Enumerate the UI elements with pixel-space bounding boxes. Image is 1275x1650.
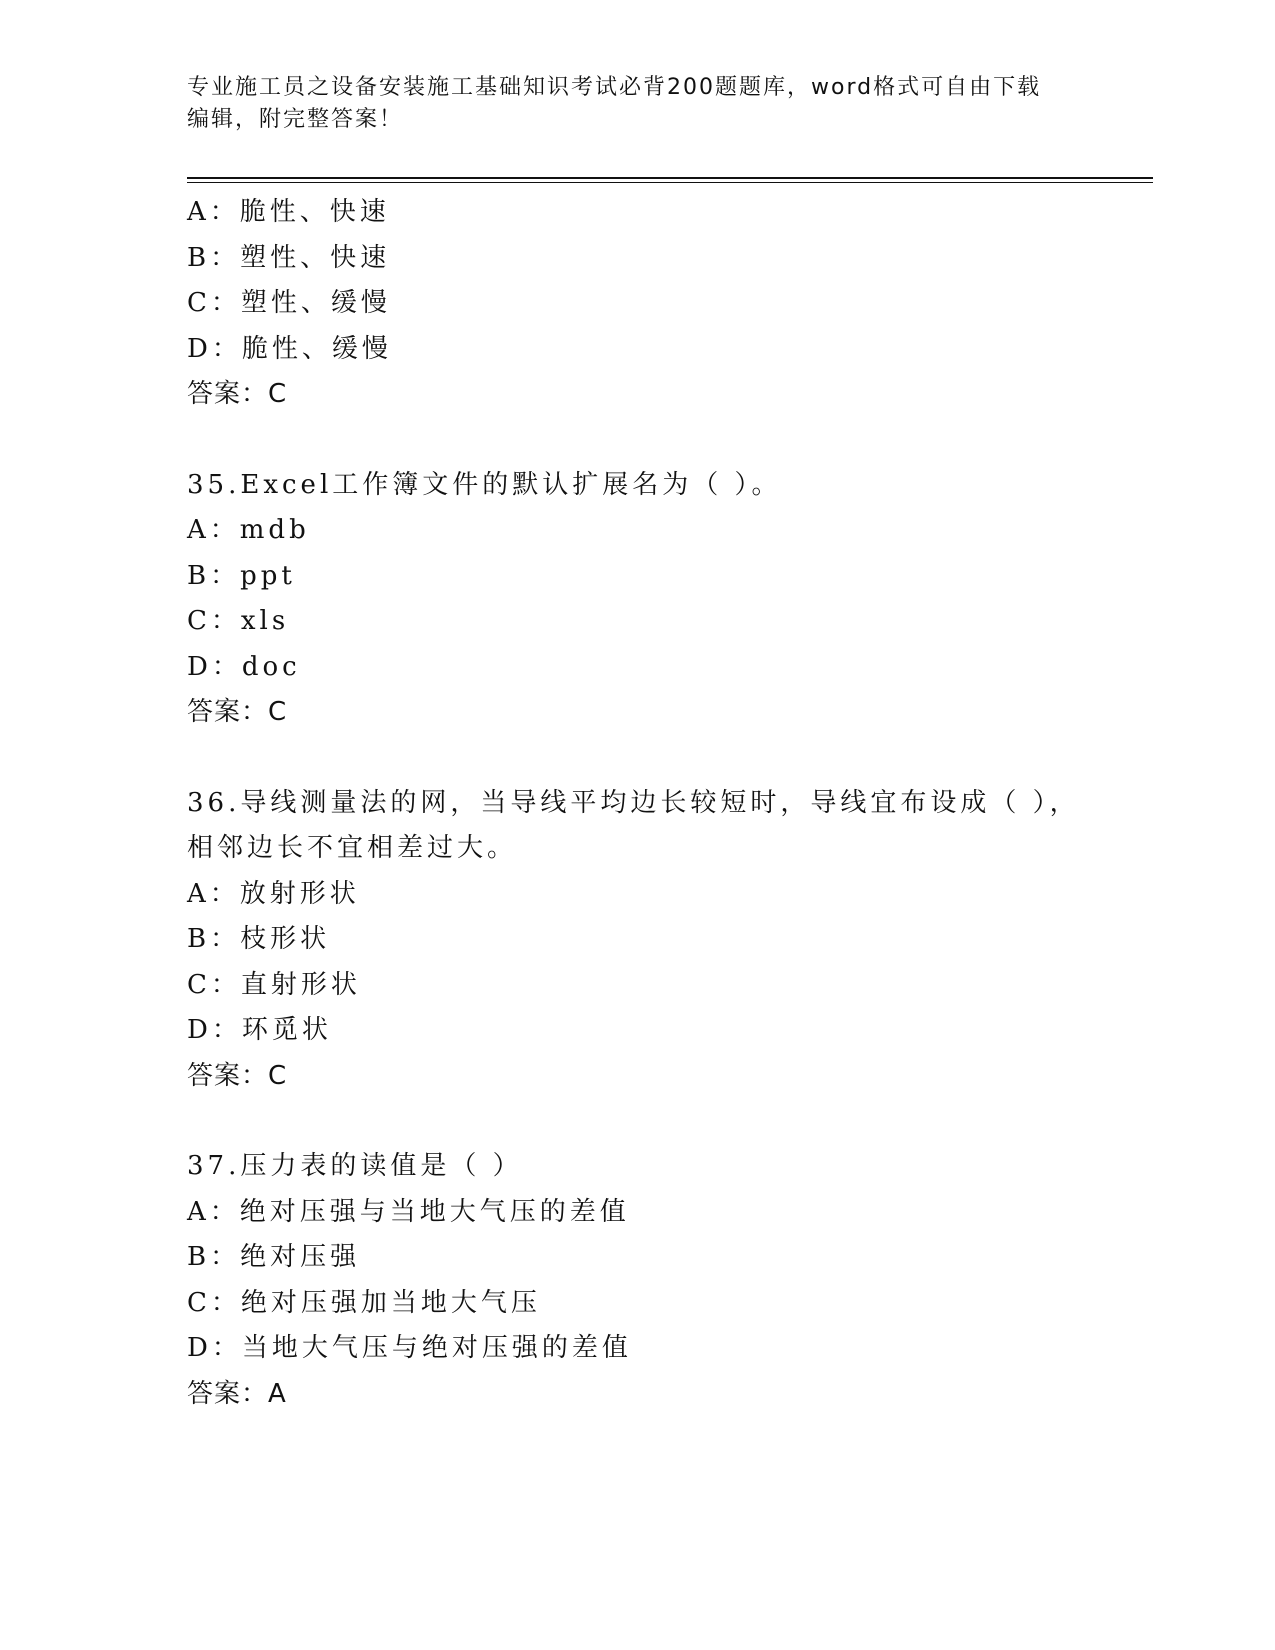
question-35 bbox=[187, 463, 1147, 736]
option-b: B：ppt bbox=[187, 560, 296, 591]
option-d: D：当地大气压与绝对压强的差值 bbox=[187, 1333, 632, 1363]
option-c: C：直射形状 bbox=[187, 969, 361, 1000]
header-line-1: 专业施工员之设备安装施工基础知识考试必背200题题库，word格式可自由下载 bbox=[187, 75, 1042, 100]
spacer bbox=[187, 736, 1147, 781]
spacer bbox=[187, 1099, 1147, 1144]
question-36 bbox=[187, 781, 1147, 1100]
option-b: B：枝形状 bbox=[187, 924, 331, 954]
spacer bbox=[187, 418, 1147, 463]
header-divider-thin bbox=[187, 182, 1153, 183]
option-a: A：放射形状 bbox=[187, 878, 360, 909]
question-text: 37.压力表的读值是（ ） bbox=[187, 1151, 523, 1181]
option-a: A：绝对压强与当地大气压的差值 bbox=[187, 1196, 630, 1227]
option-a: A：mdb bbox=[187, 515, 310, 545]
option-b: B：塑性、快速 bbox=[187, 242, 391, 273]
answer-text: 答案：C bbox=[187, 379, 288, 409]
question-text-line-1: 36.导线测量法的网，当导线平均边长较短时，导线宜布设成（ ）， bbox=[187, 787, 1080, 818]
question-37 bbox=[187, 1144, 1147, 1417]
answer-text: 答案：C bbox=[187, 697, 288, 727]
question-text: 35.Excel工作簿文件的默认扩展名为（ ）。 bbox=[187, 469, 782, 500]
question-34 bbox=[187, 190, 1147, 418]
option-d: D：脆性、缓慢 bbox=[187, 333, 392, 364]
document-header bbox=[187, 72, 1087, 136]
answer-text: 答案：A bbox=[187, 1378, 287, 1409]
question-text-line-2: 相邻边长不宜相差过大。 bbox=[187, 833, 518, 863]
question-list bbox=[187, 190, 1147, 1417]
option-a: A：脆性、快速 bbox=[187, 197, 390, 227]
option-d: D：doc bbox=[187, 651, 301, 682]
option-c: C：绝对压强加当地大气压 bbox=[187, 1287, 541, 1318]
header-line-2: 编辑，附完整答案！ bbox=[187, 107, 404, 132]
option-b: B：绝对压强 bbox=[187, 1242, 361, 1272]
option-d: D：环觅状 bbox=[187, 1015, 332, 1045]
option-c: C：xls bbox=[187, 606, 290, 636]
header-divider-thick bbox=[187, 177, 1153, 179]
answer-text: 答案：C bbox=[187, 1060, 288, 1091]
option-c: C：塑性、缓慢 bbox=[187, 288, 391, 318]
